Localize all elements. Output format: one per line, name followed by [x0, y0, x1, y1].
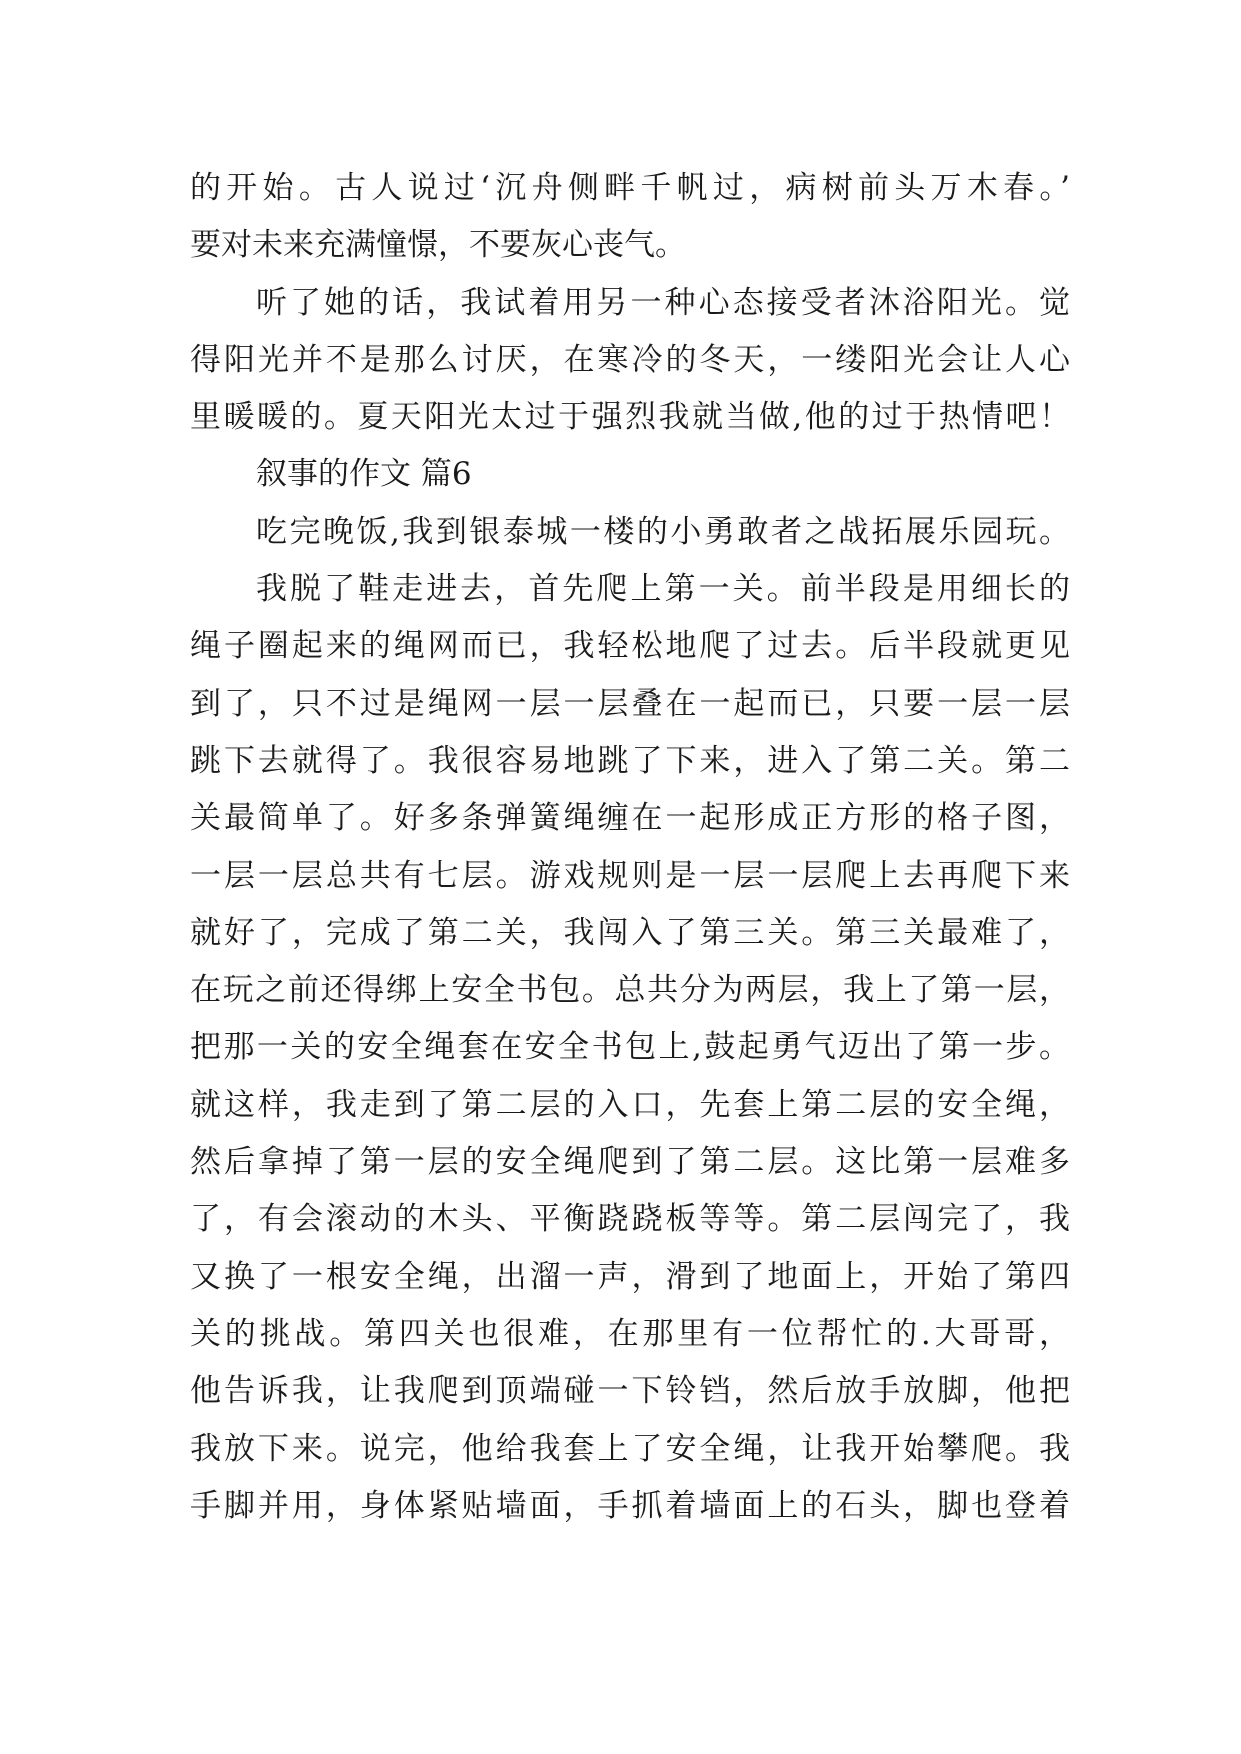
text-line-15: 在玩之前还得绑上安全书包。总共分为两层，我上了第一层， [190, 972, 1070, 1009]
text-line-17: 就这样，我走到了第二层的入口，先套上第二层的安全绳， [190, 1086, 1070, 1123]
text-line-9: 绳子圈起来的绳网而已，我轻松地爬了过去。后半段就更见 [190, 628, 1070, 665]
text-line-13: 一层一层总共有七层。游戏规则是一层一层爬上去再爬下来 [190, 857, 1070, 894]
text-line-4: 得阳光并不是那么讨厌，在寒冷的冬天，一缕阳光会让人心 [190, 341, 1070, 378]
text-line-21: 关的挑战。第四关也很难，在那里有一位帮忙的.大哥哥， [190, 1315, 1070, 1352]
text-line-5: 里暖暖的。夏天阳光太过于强烈我就当做,他的过于热情吧！ [190, 399, 1070, 436]
text-line-8: 我脱了鞋走进去，首先爬上第一关。前半段是用细长的 [256, 571, 1070, 608]
text-line-23: 我放下来。说完，他给我套上了安全绳，让我开始攀爬。我 [190, 1430, 1070, 1467]
text-line-19: 了，有会滚动的木头、平衡跷跷板等等。第二层闯完了，我 [190, 1201, 1070, 1238]
text-line-11: 跳下去就得了。我很容易地跳了下来，进入了第二关。第二 [190, 742, 1070, 779]
text-line-20: 又换了一根安全绳，出溜一声，滑到了地面上，开始了第四 [190, 1258, 1070, 1295]
text-line-16: 把那一关的安全绳套在安全书包上,鼓起勇气迈出了第一步。 [190, 1029, 1070, 1066]
text-line-18: 然后拿掉了第一层的安全绳爬到了第二层。这比第一层难多 [190, 1144, 1070, 1181]
text-line-12: 关最简单了。好多条弹簧绳缠在一起形成正方形的格子图， [190, 800, 1070, 837]
text-line-1: 的开始。古人说过‘沉舟侧畔千帆过，病树前头万木春。’ [190, 170, 1070, 206]
section-heading: 叙事的作文 篇6 [256, 456, 472, 493]
text-line-24: 手脚并用，身体紧贴墙面，手抓着墙面上的石头，脚也登着 [190, 1487, 1070, 1524]
text-line-10: 到了，只不过是绳网一层一层叠在一起而已，只要一层一层 [190, 685, 1070, 722]
text-line-7: 吃完晚饭,我到银泰城一楼的小勇敢者之战拓展乐园玩。 [256, 513, 1070, 550]
text-line-14: 就好了，完成了第二关，我闯入了第三关。第三关最难了， [190, 914, 1070, 951]
text-line-22: 他告诉我，让我爬到顶端碰一下铃铛，然后放手放脚，他把 [190, 1373, 1070, 1410]
text-line-2: 要对未来充满憧憬，不要灰心丧气。 [190, 227, 686, 264]
text-line-3: 听了她的话，我试着用另一种心态接受者沐浴阳光。觉 [256, 284, 1070, 321]
body-text [190, 160, 1070, 1535]
